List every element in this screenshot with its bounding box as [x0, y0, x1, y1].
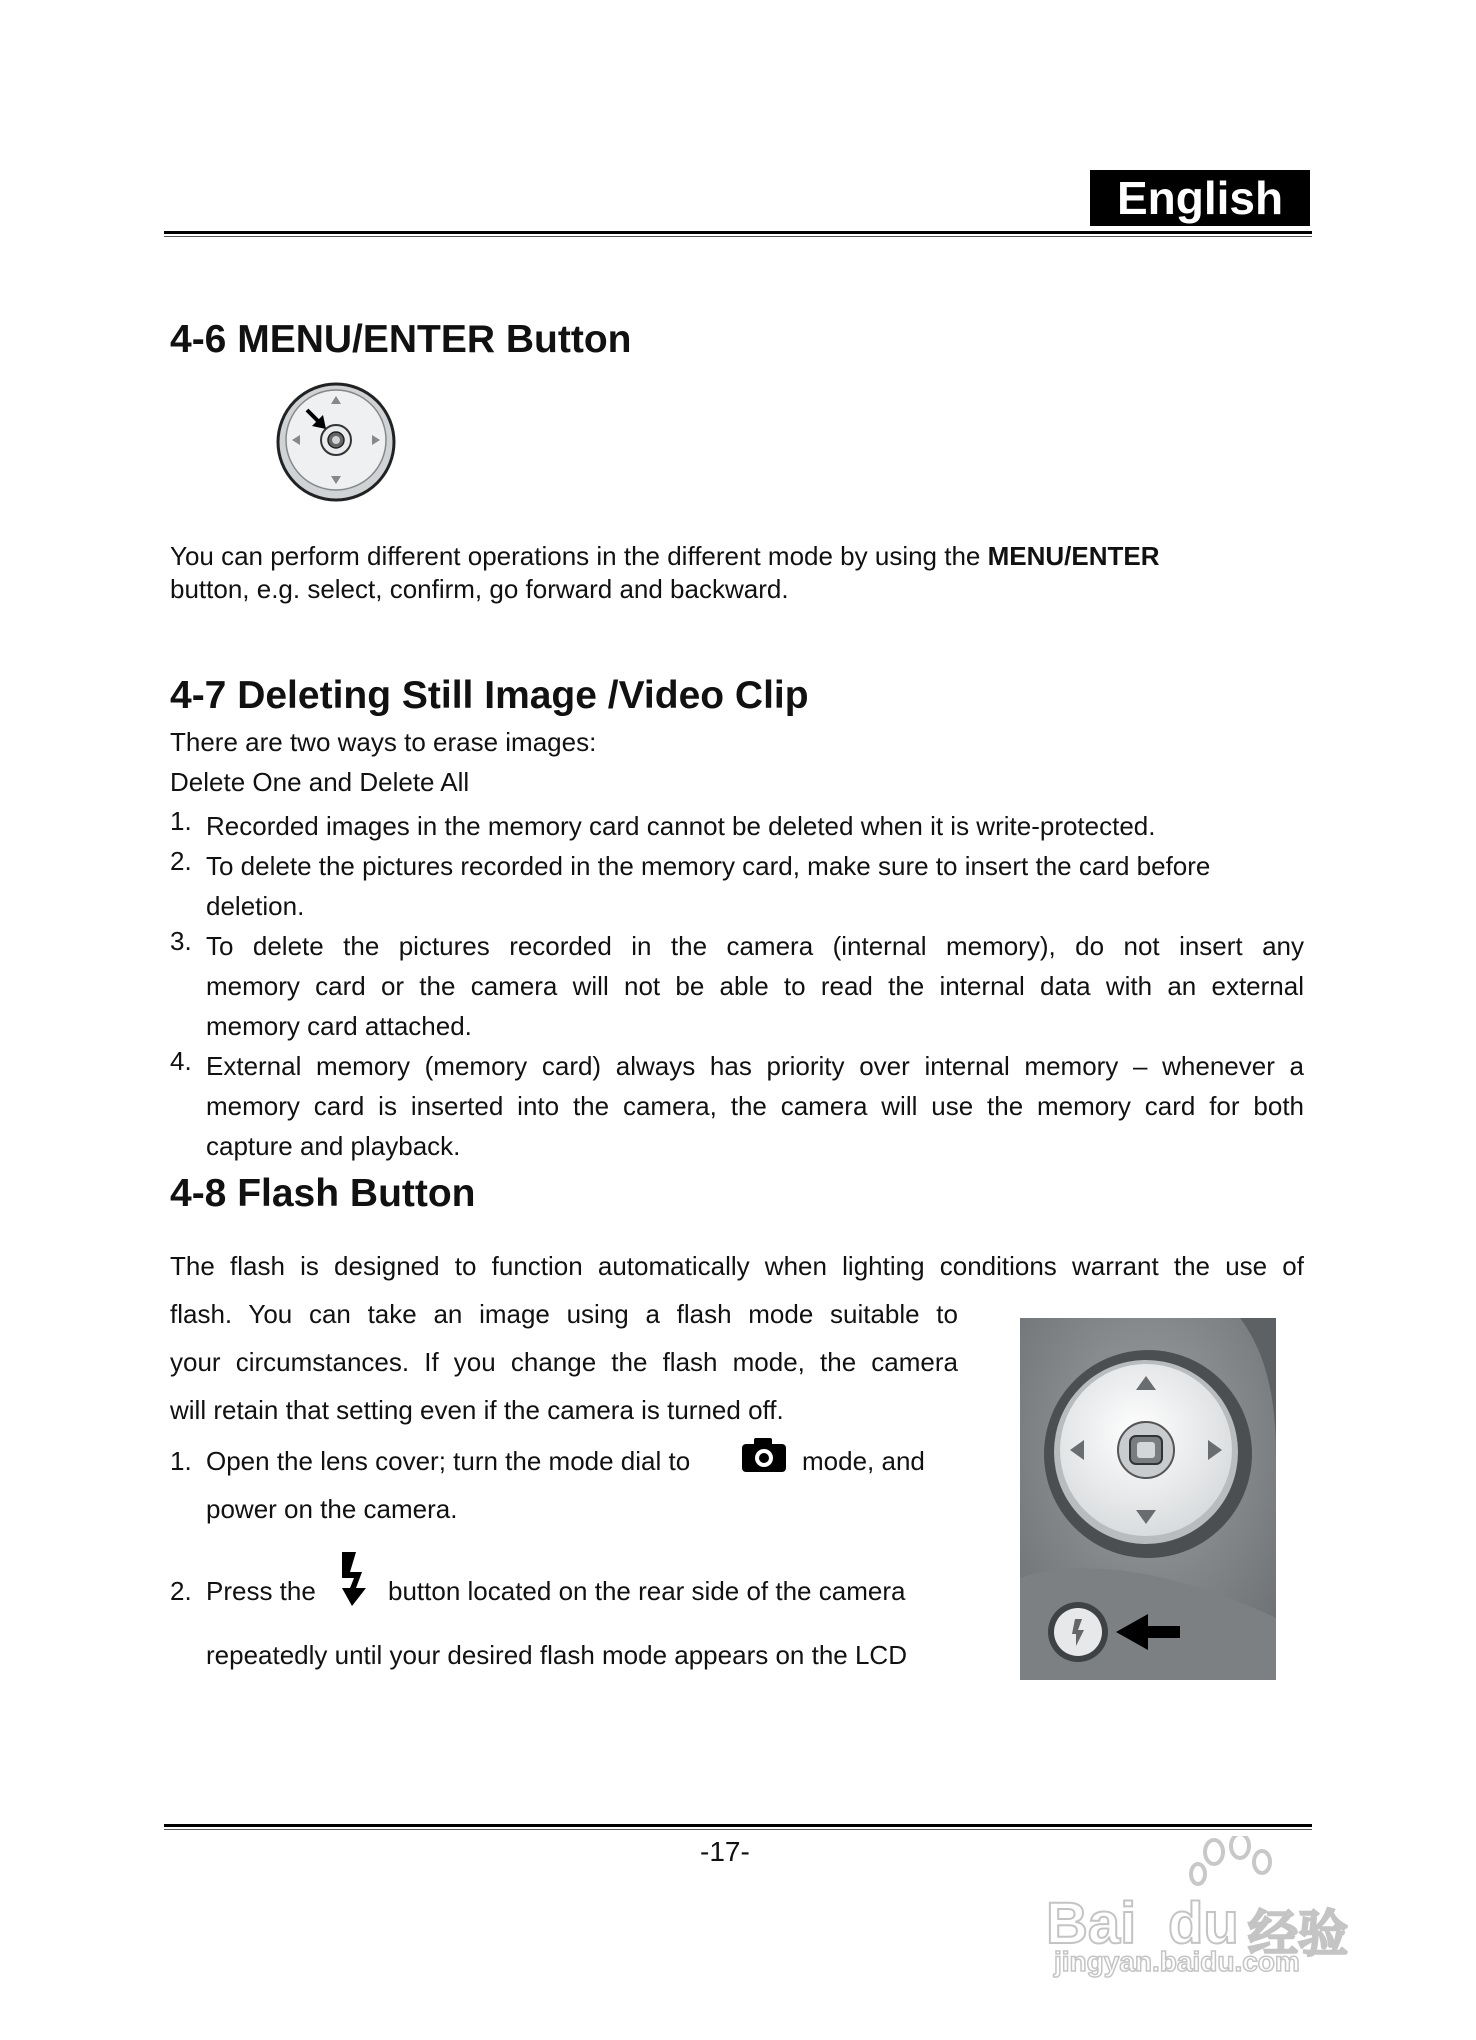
- menu-enter-bold: MENU/ENTER: [987, 541, 1160, 571]
- footer-rule-thin: [164, 1829, 1312, 1830]
- intro-line-1: There are two ways to erase images:: [170, 727, 597, 757]
- paragraph-4-8: The flash is designed to function automatically when lighting conditions warrant the use of flash. You can take an image using a flash mode suitable to your circumstances. If you change the flash mode, the camera will retain that setting even if the camera is turned off.: [170, 1251, 1304, 1425]
- language-badge: English: [1090, 170, 1310, 226]
- baidu-watermark: Bai du 经验 jingyan.baidu.com: [1046, 1836, 1386, 1976]
- camera-flash-button-photo: [1020, 1318, 1276, 1680]
- intro-line-2: Delete One and Delete All: [170, 767, 470, 797]
- heading-4-6: 4-6 MENU/ENTER Button: [170, 318, 632, 361]
- flash-icon: [336, 1550, 370, 1608]
- menu-enter-dial-icon: [276, 378, 396, 502]
- camera-mode-icon: [740, 1436, 788, 1474]
- paragraph-4-6: You can perform different operations in the different mode by using the MENU/ENTER button, e.g. select, confirm, go forward and backward.: [170, 541, 1160, 604]
- header-rule: [164, 231, 1312, 234]
- heading-4-8: 4-8 Flash Button: [170, 1172, 476, 1215]
- footer-rule: [164, 1824, 1312, 1827]
- heading-4-7: 4-7 Deleting Still Image /Video Clip: [170, 674, 809, 717]
- page-number: -17-: [700, 1836, 750, 1867]
- header-rule-thin: [164, 236, 1312, 237]
